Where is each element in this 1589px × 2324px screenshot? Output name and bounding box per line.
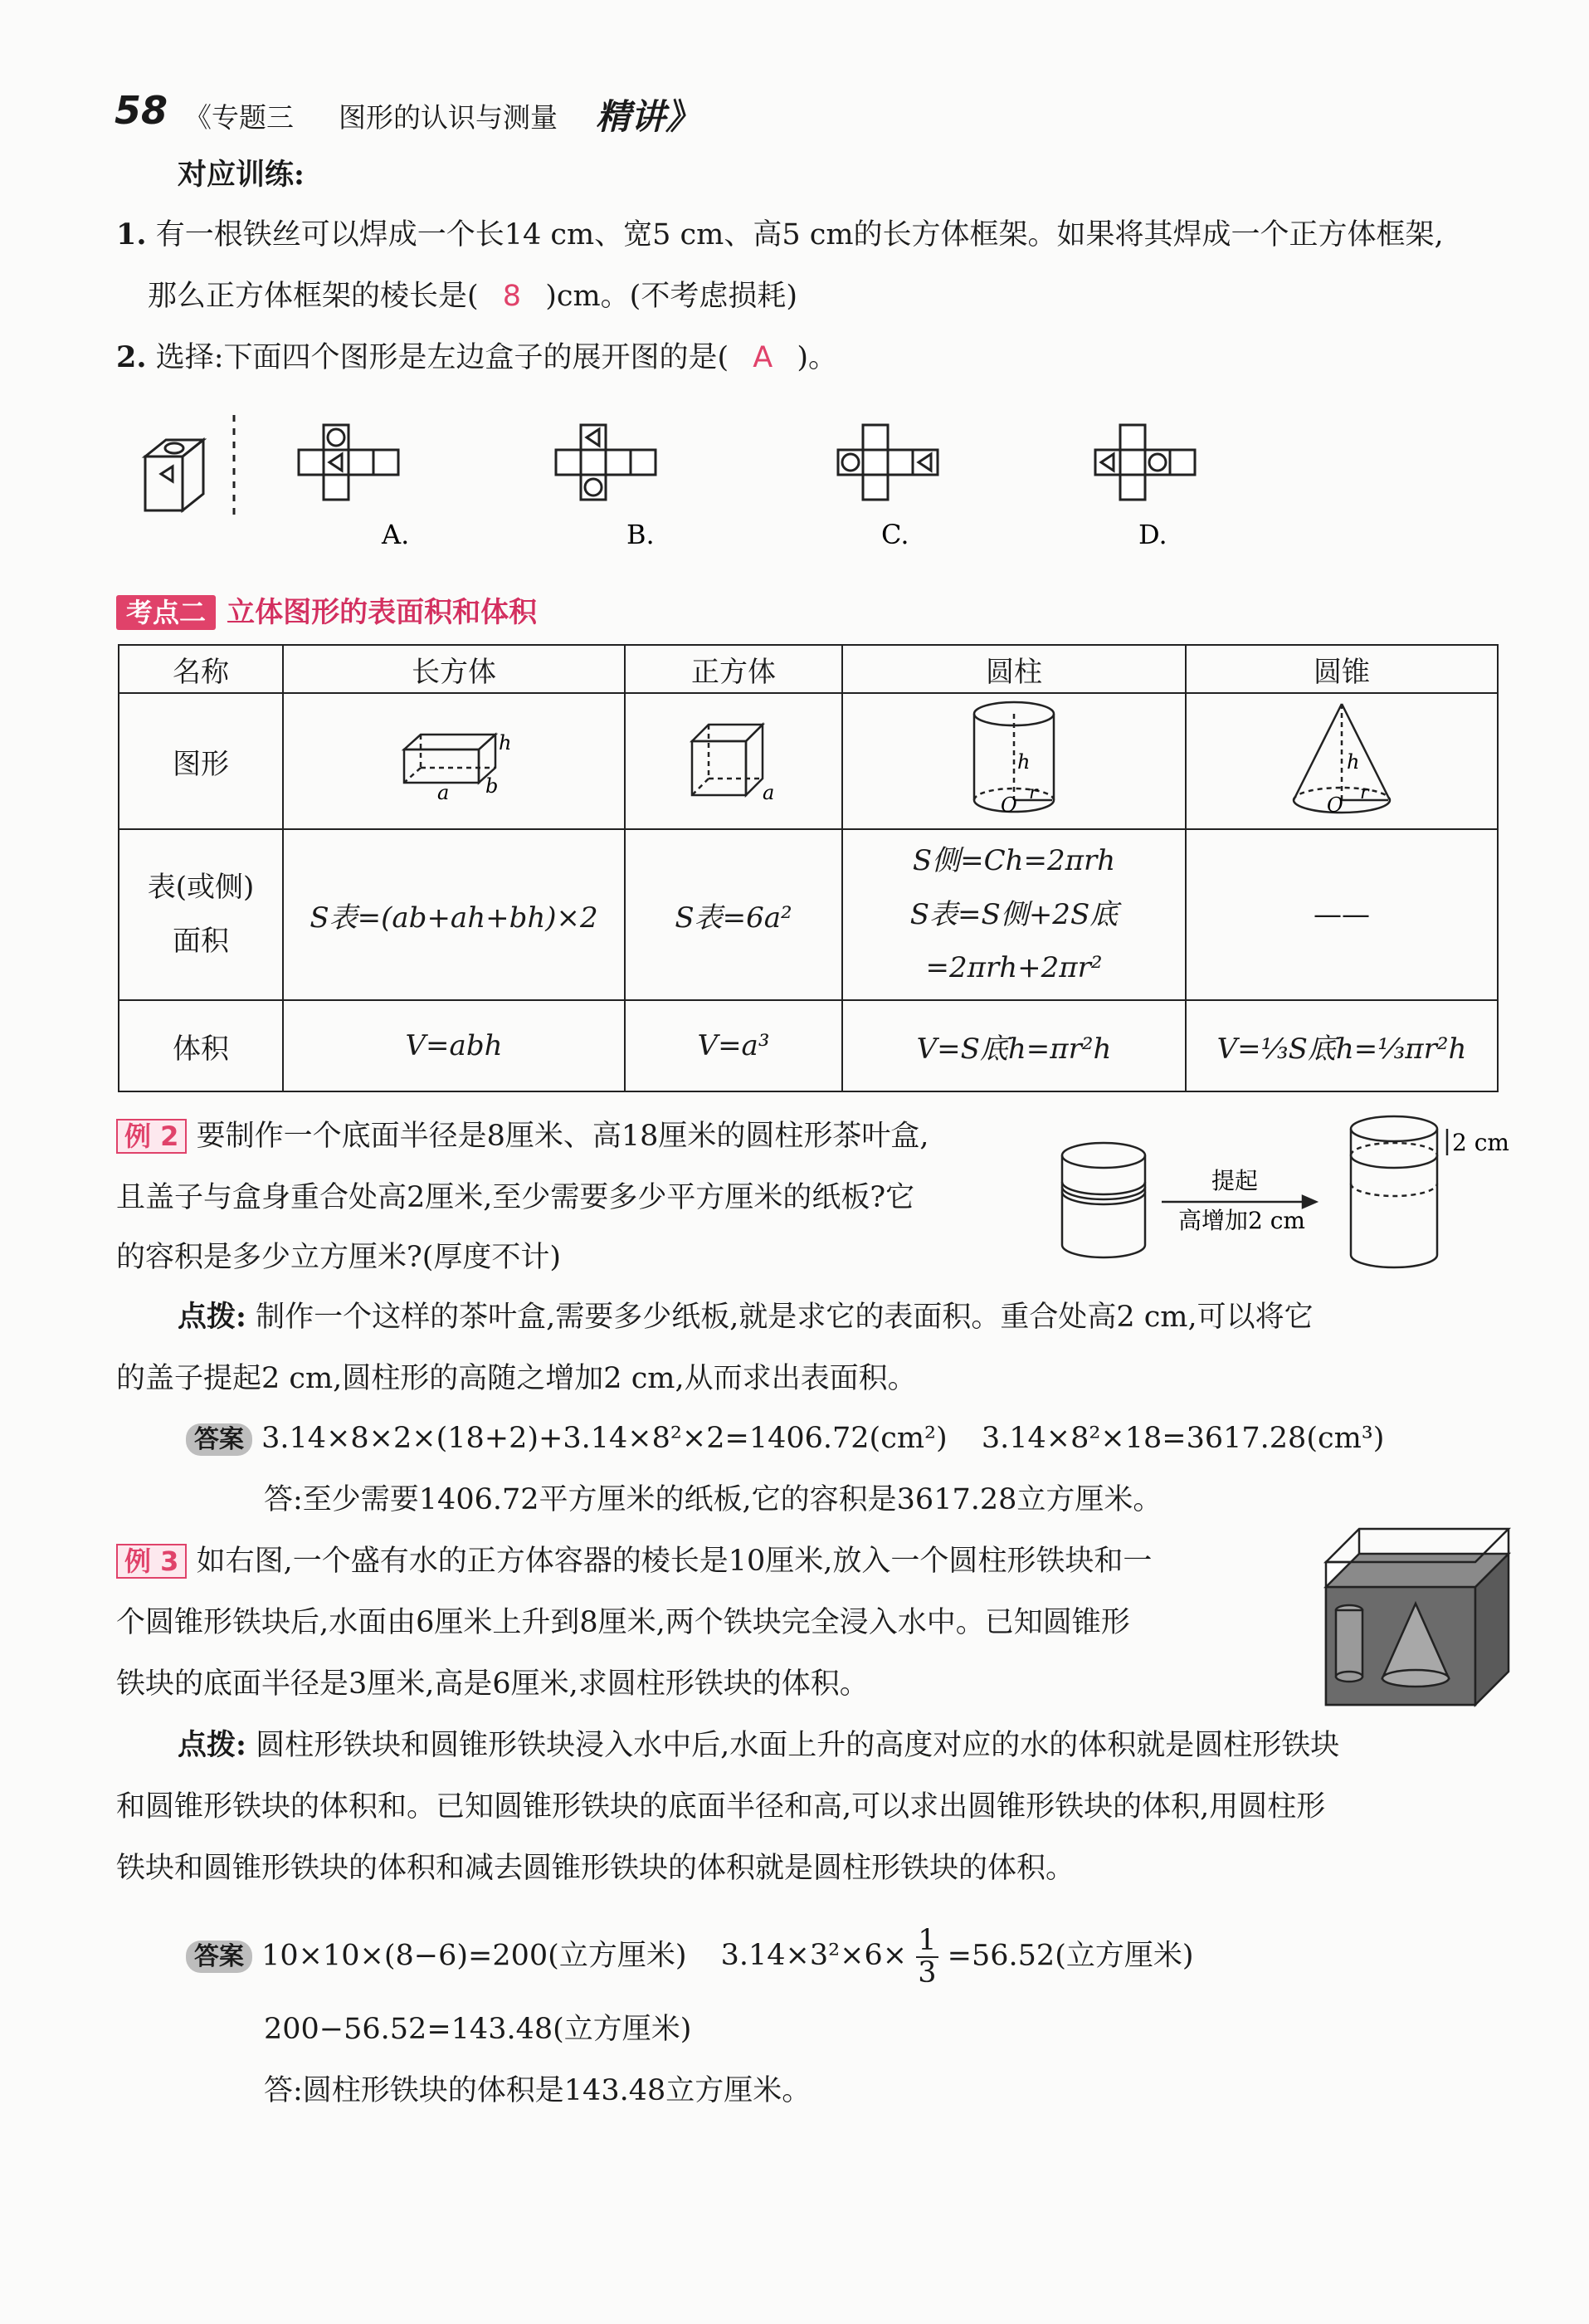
cylinder-total-area-expanded: =2πrh+2πr² (925, 951, 1103, 985)
fraction-denominator: 3 (918, 1955, 937, 1990)
example3-line1 (116, 1544, 1152, 1579)
cuboid-figure (379, 716, 529, 804)
example3-fraction (916, 1926, 938, 1989)
cone-r: r (1360, 782, 1369, 803)
cuboid-a: a (437, 780, 450, 804)
example2-figure (1054, 1104, 1509, 1270)
fraction-numerator: 1 (918, 1924, 937, 1957)
cone-area: —— (1186, 829, 1498, 1000)
example3-hint-line1 (178, 1728, 1339, 1763)
row-area-label (119, 829, 283, 1000)
example2-answer-2: 3.14×8²×18=3617.28(cm³) (981, 1422, 1385, 1455)
formula-table (118, 644, 1499, 1092)
cube-area: S表=6a² (625, 829, 842, 1000)
cylinder-figure-cell (842, 693, 1186, 829)
cone-h: h (1347, 749, 1360, 774)
row-figure-label: 图形 (119, 693, 283, 829)
net-option-c (838, 425, 938, 500)
example3-answer-2-post: =56.52(立方厘米) (947, 1939, 1194, 1973)
example3-hint-line2: 和圆锥形铁块的体积和。已知圆锥形铁块的底面半径和高,可以求出圆锥形铁块的体积,用圆柱形 (116, 1790, 1326, 1824)
option-d-label: D. (1138, 519, 1167, 550)
q1-line2 (148, 279, 797, 314)
q1-line1 (116, 217, 1444, 252)
cuboid-figure-cell (283, 693, 625, 829)
example2-hint-label: 点拨: (178, 1300, 246, 1334)
q1-line2-pre: 那么正方体框架的棱长是( (148, 280, 479, 313)
example2-answer-line (186, 1421, 1384, 1456)
option-b-label: B. (626, 519, 655, 550)
cuboid-volume: V=abh (283, 1000, 625, 1091)
example2-line2: 且盖子与盒身重合处高2厘米,至少需要多少平方厘米的纸板?它 (116, 1181, 915, 1214)
example3-text-1: 如右图,一个盛有水的正方体容器的棱长是10厘米,放入一个圆柱形铁块和一 (196, 1545, 1153, 1578)
section-header (116, 589, 538, 629)
example3-hint-line3: 铁块和圆锥形铁块的体积和减去圆锥形铁块的体积就是圆柱形铁块的体积。 (116, 1852, 1075, 1885)
cone-figure (1284, 696, 1400, 820)
row-area-label-1: 表(或侧) (147, 871, 255, 905)
q2-figures (124, 415, 1245, 564)
example2-hint-text-1: 制作一个这样的茶叶盒,需要多少纸板,就是求它的表面积。重合处高2 cm,可以将它 (256, 1301, 1314, 1334)
cylinder-h: h (1017, 749, 1031, 774)
th-name: 名称 (119, 645, 283, 693)
header-brand: 精讲》 (596, 96, 701, 137)
example3-hint-text-1: 圆柱形铁块和圆锥形铁块浸入水中后,水面上升的高度对应的水的体积就是圆柱形铁块 (256, 1729, 1340, 1762)
example2-line1 (116, 1119, 929, 1154)
th-cuboid: 长方体 (283, 645, 625, 693)
example2-conclusion: 答:至少需要1406.72平方厘米的纸板,它的容积是3617.28立方厘米。 (264, 1483, 1163, 1516)
cube-volume: V=a³ (625, 1000, 842, 1091)
example2-line3: 的容积是多少立方厘米?(厚度不计) (116, 1241, 562, 1274)
example3-figure (1324, 1512, 1515, 1711)
example3-answer-line (186, 1926, 1194, 1989)
cube-figure-cell (625, 693, 842, 829)
example3-tag: 例 3 (116, 1544, 187, 1579)
example3-line2: 个圆锥形铁块后,水面由6厘米上升到8厘米,两个铁块完全浸入水中。已知圆锥形 (116, 1606, 1130, 1639)
page-number: 58 (115, 88, 168, 133)
net-option-a (299, 425, 398, 500)
example3-answer-tag: 答案 (186, 1941, 252, 1973)
header-title: 图形的认识与测量 (339, 101, 558, 134)
q1-line2-post: )cm。(不考虑损耗) (545, 280, 797, 313)
cone-figure-cell (1186, 693, 1498, 829)
q1-number: 1. (116, 217, 147, 251)
q1-answer: 8 (502, 280, 522, 313)
example2-answer-tag: 答案 (186, 1423, 252, 1456)
q2-answer: A (753, 341, 773, 374)
cube-figure (675, 712, 792, 803)
th-cube: 正方体 (625, 645, 842, 693)
example3-answer-3: 200−56.52=143.48(立方厘米) (264, 2013, 692, 2046)
header-topic: 《专题三 (184, 101, 294, 134)
option-c-label: C. (881, 519, 909, 550)
cylinder-r: r (1029, 782, 1038, 803)
example3-hint-label: 点拨: (178, 1728, 246, 1762)
fig-increase-label: 高增加2 cm (1178, 1207, 1305, 1234)
section-tag: 考点二 (116, 595, 216, 630)
cylinder-total-area: S表=S侧+2S底 (909, 897, 1119, 931)
fig-lift-label: 提起 (1211, 1167, 1259, 1194)
fig-2cm-label: 2 cm (1452, 1129, 1509, 1156)
net-option-d (1095, 425, 1195, 500)
example2-answer-1: 3.14×8×2×(18+2)+3.14×8²×2=1406.72(cm²) (261, 1422, 948, 1455)
th-cylinder: 圆柱 (842, 645, 1186, 693)
cylinder-figure (956, 696, 1072, 820)
row-area-label-2: 面积 (173, 925, 229, 958)
cylinder-o: O (1001, 793, 1017, 817)
example2-text-1: 要制作一个底面半径是8厘米、高18厘米的圆柱形茶叶盒, (196, 1120, 929, 1153)
example2-tag: 例 2 (116, 1119, 187, 1154)
cuboid-h: h (499, 730, 512, 754)
example3-line3: 铁块的底面半径是3厘米,高是6厘米,求圆柱形铁块的体积。 (116, 1667, 869, 1701)
section-title: 立体图形的表面积和体积 (227, 596, 538, 629)
cylinder-side-area: S侧=Ch=2πrh (912, 844, 1116, 878)
training-heading: 对应训练: (178, 158, 305, 192)
example3-answer-2-pre: 3.14×3²×6× (720, 1939, 908, 1973)
th-cone: 圆锥 (1186, 645, 1498, 693)
cone-volume: V=⅓S底h=⅓πr²h (1186, 1000, 1498, 1091)
cuboid-area: S表=(ab+ah+bh)×2 (283, 829, 625, 1000)
cuboid-b: b (485, 774, 499, 798)
q1-text: 有一根铁丝可以焊成一个长14 cm、宽5 cm、高5 cm的长方体框架。如果将其焊成一个正方体框架, (155, 218, 1444, 251)
cone-o: O (1327, 793, 1343, 817)
option-a-label: A. (382, 519, 410, 550)
q2-box-figure (145, 415, 234, 521)
q2-text-post: )。 (797, 341, 838, 374)
q2-number: 2. (116, 340, 147, 374)
row-volume-label: 体积 (119, 1000, 283, 1091)
example2-hint-line1 (178, 1300, 1314, 1335)
net-option-b (556, 425, 656, 500)
cylinder-area (842, 829, 1186, 1000)
q2-line (116, 340, 837, 375)
cylinder-volume: V=S底h=πr²h (842, 1000, 1186, 1091)
cube-a: a (763, 780, 775, 804)
example3-conclusion: 答:圆柱形铁块的体积是143.48立方厘米。 (264, 2074, 812, 2107)
q2-text: 选择:下面四个图形是左边盒子的展开图的是( (155, 341, 729, 374)
example3-answer-1: 10×10×(8−6)=200(立方厘米) (261, 1939, 687, 1973)
example2-hint-line2: 的盖子提起2 cm,圆柱形的高随之增加2 cm,从而求出表面积。 (116, 1362, 917, 1395)
